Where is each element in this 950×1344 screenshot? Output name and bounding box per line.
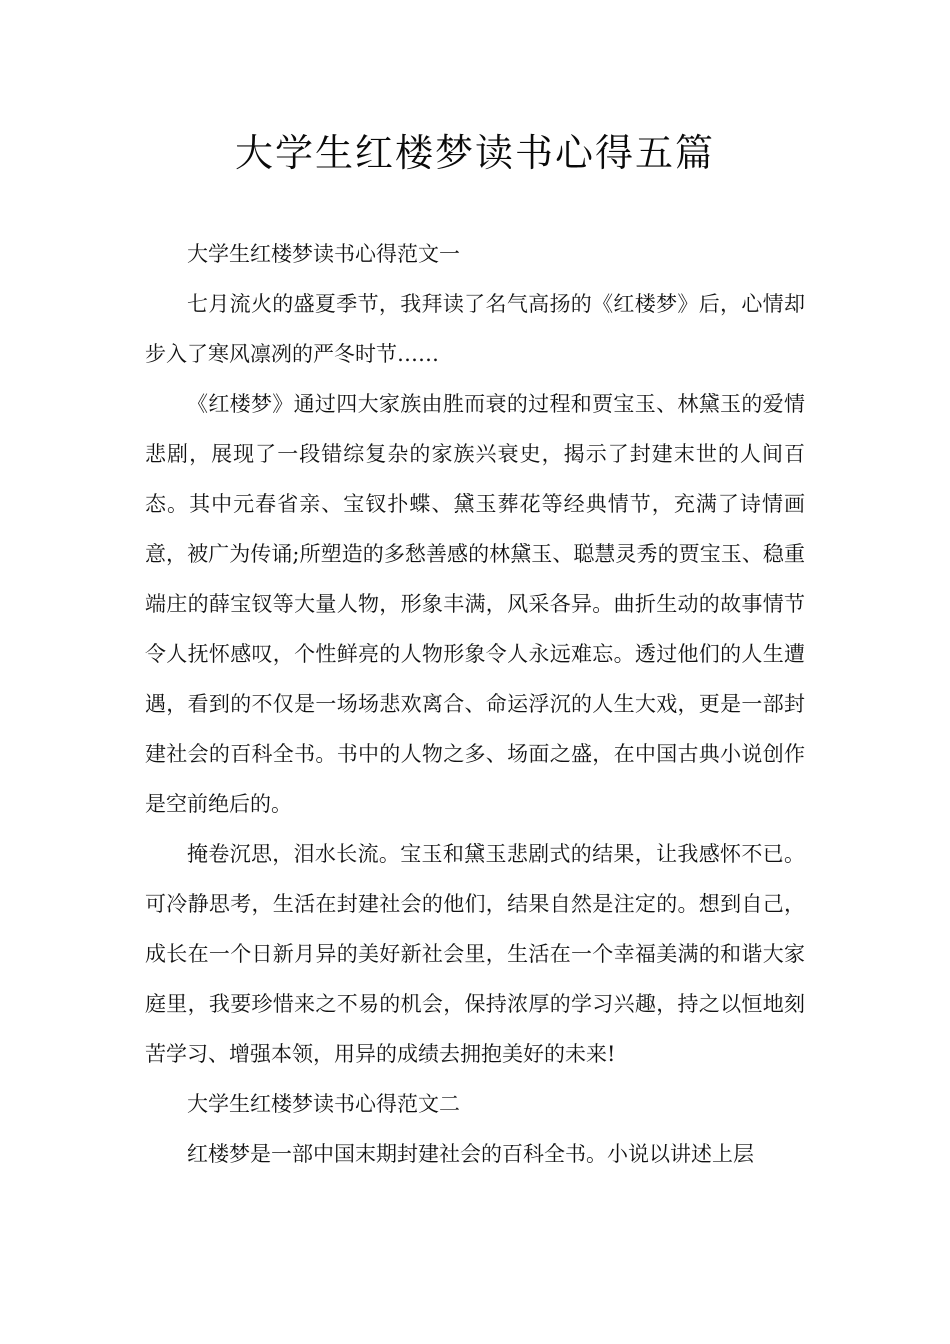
document-title: 大学生红楼梦读书心得五篇 bbox=[234, 131, 715, 175]
document-body bbox=[145, 229, 805, 1179]
paragraph-3: 掩卷沉思，泪水长流。宝玉和黛玉悲剧式的结果，让我感怀不已。可冷静思考，生活在封建社会的他们，结果自然是注定的。想到自己，成长在一个日新月异的美好新社会里，生活在一个幸福美满的和谐大家庭里，我要珍惜来之不易的机会，保持浓厚的学习兴趣，持之以恒地刻苦学习、增强本领，用异的成绩去拥抱美好的未来! bbox=[145, 842, 805, 1066]
section-heading-1: 大学生红楼梦读书心得范文一 bbox=[187, 242, 460, 266]
paragraph-2: 《红楼梦》通过四大家族由胜而衰的过程和贾宝玉、林黛玉的爱情悲剧，展现了一段错综复杂的家族兴衰史，揭示了封建末世的人间百态。其中元春省亲、宝钗扑蝶、黛玉葬花等经典情节，充满了诗情画意，被广为传诵;所塑造的多愁善感的林黛玉、聪慧灵秀的贾宝玉、稳重端庄的薛宝钗等大量人物，形象丰满，风采各异。曲折生动的故事情节令人抚怀感叹，个性鲜亮的人物形象令人永远难忘。透过他们的人生遭遇，看到的不仅是一场场悲欢离合、命运浮沉的人生大戏，更是一部封建社会的百科全书。书中的人物之多、场面之盛，在中国古典小说创作是空前绝后的。 bbox=[145, 392, 805, 816]
paragraph-4: 红楼梦是一部中国末期封建社会的百科全书。小说以讲述上层 bbox=[187, 1142, 754, 1166]
paragraph-1: 七月流火的盛夏季节，我拜读了名气高扬的《红楼梦》后，心情却步入了寒风凛冽的严冬时节…… bbox=[145, 292, 805, 366]
section-heading-2: 大学生红楼梦读书心得范文二 bbox=[187, 1092, 460, 1116]
